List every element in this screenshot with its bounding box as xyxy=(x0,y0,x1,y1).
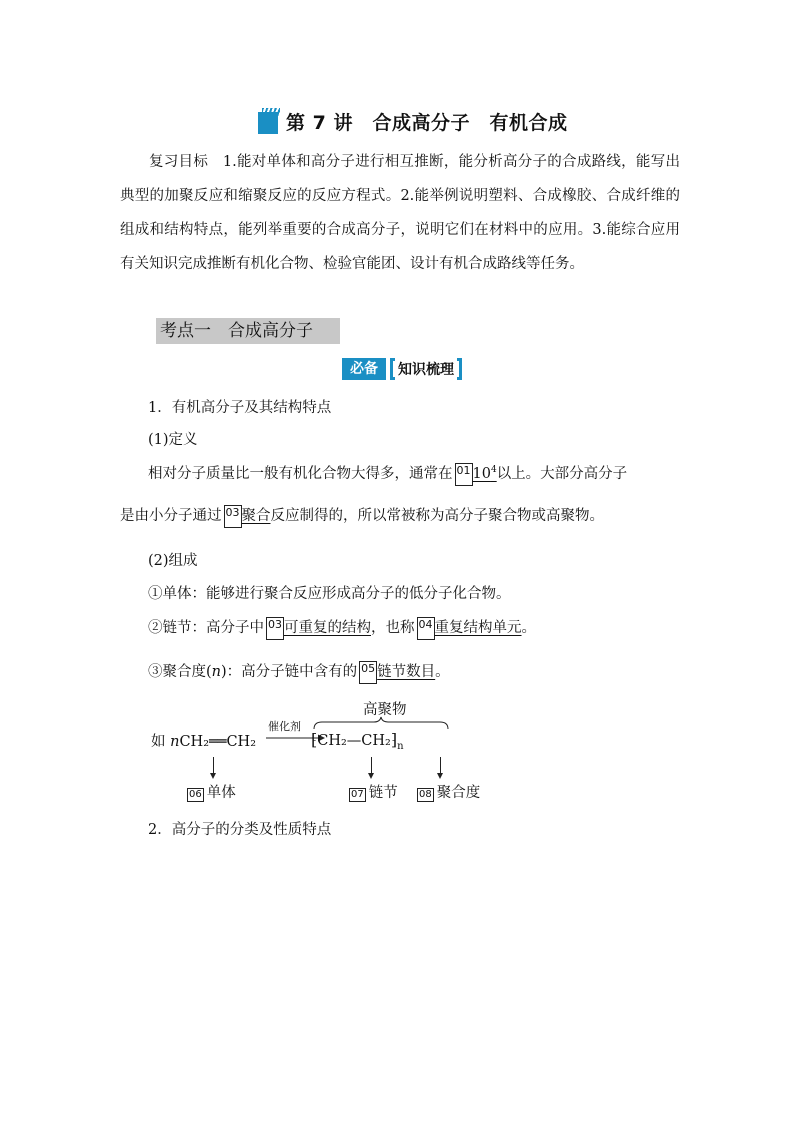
book-icon xyxy=(258,108,280,134)
review-goal: 复习目标 1.能对单体和高分子进行相互推断，能分析高分子的合成路线，能写出典型的加聚反应和缩聚反应的反应方程式。2.能举例说明塑料、合成橡胶、合成纤维的组成和结构特点，能列举重要的合成高分子，说明它们在材料中的应用。3.能综合应用有关知识完成推断有机化合物、检验官能团、设计有机合成路线等任务。 xyxy=(120,154,680,272)
knowledge-badge xyxy=(342,357,462,381)
chain-line: ②链节：高分子中 03 可重复的结构，也称 04 重复结构单元。 xyxy=(148,616,536,640)
catalyst-label: 催化剂 xyxy=(268,720,301,733)
title-text: 第 7 讲 合成高分子 有机合成 xyxy=(286,111,568,134)
reactant-formula: 如 nCH₂══CH₂ xyxy=(151,734,257,750)
heading-1-2: (2)组成 xyxy=(148,553,198,569)
blank-03b: 03 xyxy=(266,617,284,640)
arrow-to-unit xyxy=(371,757,372,777)
blank-05: 05 xyxy=(359,661,377,684)
badge-tag: 必备 xyxy=(342,358,386,380)
product-formula: $⁅CH_2—CH_2⁆_n$ xyxy=(311,730,404,752)
monomer-line: ①单体：能够进行聚合反应形成高分子的低分子化合物。 xyxy=(148,586,511,602)
definition-line-1: 相对分子质量比一般有机化合物大得多，通常在 01 $10^4$以上。大部分高分子 xyxy=(148,462,627,486)
bracket-right xyxy=(457,358,462,380)
brace-icon xyxy=(312,716,450,730)
polymer-label: 高聚物 xyxy=(363,702,407,718)
blank-04: 04 xyxy=(417,617,435,640)
label-degree: 08 聚合度 xyxy=(419,785,481,801)
label-unit: 07 链节 xyxy=(351,785,398,801)
heading-1: 1．有机高分子及其结构特点 xyxy=(148,400,332,416)
arrow-to-degree xyxy=(440,757,441,777)
label-monomer: 06 单体 xyxy=(189,785,236,801)
heading-2: 2．高分子的分类及性质特点 xyxy=(148,822,332,838)
arrow-to-monomer xyxy=(213,757,214,777)
answer-1: $10^4$ xyxy=(472,465,497,482)
blank-01: 01 xyxy=(455,463,473,486)
definition-line-2: 是由小分子通过 03 聚合反应制得的，所以常被称为高分子聚合物或高聚物。 xyxy=(120,504,604,528)
heading-1-1: (1)定义 xyxy=(148,432,198,448)
answer-2: 聚合 xyxy=(241,508,271,524)
page-title xyxy=(258,106,567,136)
blank-03a: 03 xyxy=(224,505,242,528)
badge-label: 知识梳理 xyxy=(398,362,454,378)
section-heading: 考点一 合成高分子 xyxy=(156,318,340,344)
degree-line: ③聚合度(n)：高分子链中含有的 05 链节数目。 xyxy=(148,660,450,684)
